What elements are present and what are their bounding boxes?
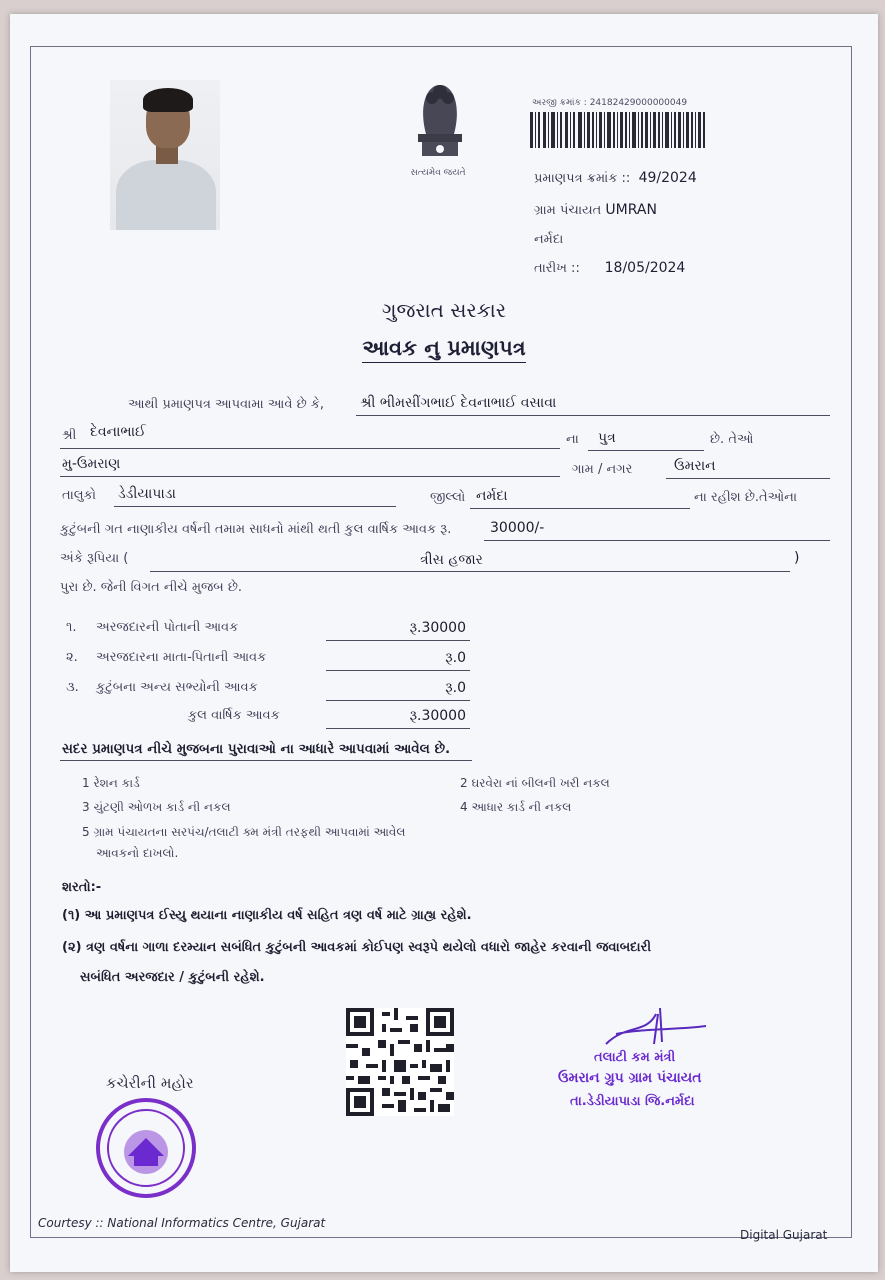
seal-label: કચેરીની મહોર (106, 1074, 194, 1092)
words-label: અંકે રૂપિયા ( (60, 551, 129, 566)
district-label: જીલ્લો (430, 490, 466, 505)
shri-label: શ્રી (62, 428, 77, 443)
condition-3: સબંધિત અરજદાર / કુટુંબની રહેશે. (80, 970, 265, 985)
father-name: દેવનાભાઈ (90, 424, 146, 440)
certificate-number: પ્રમાણપત્ર ક્રમાંક :: 49/2024 (534, 170, 697, 186)
words-close: ) (794, 550, 800, 566)
proof-item: 1 રેશન કાર્ડ (82, 776, 140, 790)
footer-courtesy: Courtesy :: National Informatics Centre, Gujarat (38, 1216, 326, 1230)
income-row-amount: રૂ.30000 (409, 620, 466, 636)
national-emblem-icon (398, 72, 478, 182)
che-teo-text: છે. તેઓ (710, 432, 754, 447)
detail-text: પુરા છે. જેની વિગત નીચે મુજબ છે. (60, 580, 243, 595)
relation-value: પુત્ર (598, 430, 616, 446)
income-row-label: અરજદારની પોતાની આવક (96, 620, 239, 635)
income-total-amount: રૂ.30000 (409, 708, 466, 724)
address-value: મુ-ઉમરાણ (62, 456, 121, 472)
office-seal-icon (96, 1098, 196, 1198)
signature-icon (596, 1004, 716, 1052)
proof-item: આવકનો દાખલો. (96, 846, 179, 860)
proof-item: 5 ગ્રામ પંચાયતના સરપંચ/તલાટી ક્મ મંત્રી તરફથી આપવામાં આવેલ (82, 825, 406, 839)
proof-item: 4 આધાર કાર્ડ ની નકલ (460, 800, 572, 814)
intro-text: આથી પ્રમાણપત્ર આપવામા આવે છે કે, (128, 397, 325, 412)
qr-code-icon (346, 1008, 454, 1116)
document-title: આવક નુ પ્રમાણપત્ર (10, 336, 878, 361)
footer-digital-gujarat: Digital Gujarat (740, 1228, 828, 1242)
district-header: નર્મદા (534, 232, 564, 247)
reference-number: અરજી ક્રમાંક : 24182429000000049 (532, 98, 688, 108)
stamp-line-1: તલાટી કમ મંત્રી (594, 1050, 676, 1065)
proof-item: 2 ઘરવેરા નાં બીલની ખરી નકલ (460, 776, 610, 790)
income-value: 30000/- (490, 520, 545, 536)
amount-in-words: ત્રીસ હજાર (420, 552, 483, 568)
village-label: ગામ / નગર (572, 462, 633, 477)
income-row-label: કુટુંબના અન્ય સભ્યોની આવક (96, 680, 258, 695)
district-value: નર્મદા (476, 488, 508, 504)
income-row-no: ૧. (66, 620, 77, 635)
income-total-label: કુલ વાર્ષિક આવક (188, 708, 280, 723)
taluka-label: તાલુકો (62, 488, 97, 503)
condition-1: (૧) આ પ્રમાણપત્ર ઈસ્યુ થયાના નાણાકીય વર્ષ સહિત ત્રણ વર્ષ માટે ગ્રાહ્ય રહેશે. (62, 908, 472, 923)
income-row-amount: રૂ.0 (445, 680, 466, 696)
income-text: કુટુંબની ગત નાણાકીય વર્ષની તમામ સાધનો માંથી થતી કુલ વાર્ષિક આવક રૂ. (60, 522, 452, 537)
barcode-icon (530, 112, 710, 148)
conditions-heading: શરતો:- (62, 880, 102, 895)
income-row-no: ૩. (66, 680, 79, 695)
government-title: ગુજરાત સરકાર (381, 298, 507, 322)
income-row-no: ૨. (66, 650, 78, 665)
condition-2: (૨) ત્રણ વર્ષના ગાળા દરમ્યાન સબંધિત કુટુંબની આવકમાં કોઈપણ સ્વરૂપે થયેલો વધારો જાહેર કરવાની જવાબદારી (62, 940, 652, 955)
applicant-photo (110, 80, 220, 230)
village-value: ઉમરાન (674, 458, 716, 474)
income-row-label: અરજદારના માતા-પિતાની આવક (96, 650, 267, 665)
emblem-motto: સત્યમેવ જયતે (410, 168, 466, 178)
panchayat-name: ગ્રામ પંચાયત UMRAN (534, 202, 657, 218)
na-label: ના (566, 432, 579, 447)
stamp-line-3: તા.ડેડીયાપાડા જિ.નર્મદા (570, 1094, 695, 1109)
proofs-heading: સદર પ્રમાણપત્ર નીચે મુજબના પુરાવાઓ ના આધારે આપવામાં આવેલ છે. (62, 741, 451, 757)
stamp-line-2: ઉમરાન ગ્રુપ ગ્રામ પંચાયત (558, 1070, 702, 1086)
certificate-paper (10, 14, 878, 1272)
proof-item: 3 ચુંટણી ઓળખ કાર્ડ ની નકલ (82, 800, 231, 814)
resident-text: ના રહીશ છે.તેઓના (694, 490, 798, 505)
income-row-amount: રૂ.0 (445, 650, 466, 666)
issue-date: તારીખ :: 18/05/2024 (534, 260, 686, 276)
taluka-value: ડેડીયાપાડા (118, 486, 176, 502)
applicant-name: શ્રી ભીમસીંગભાઈ દેવનાભાઈ વસાવા (360, 395, 557, 411)
